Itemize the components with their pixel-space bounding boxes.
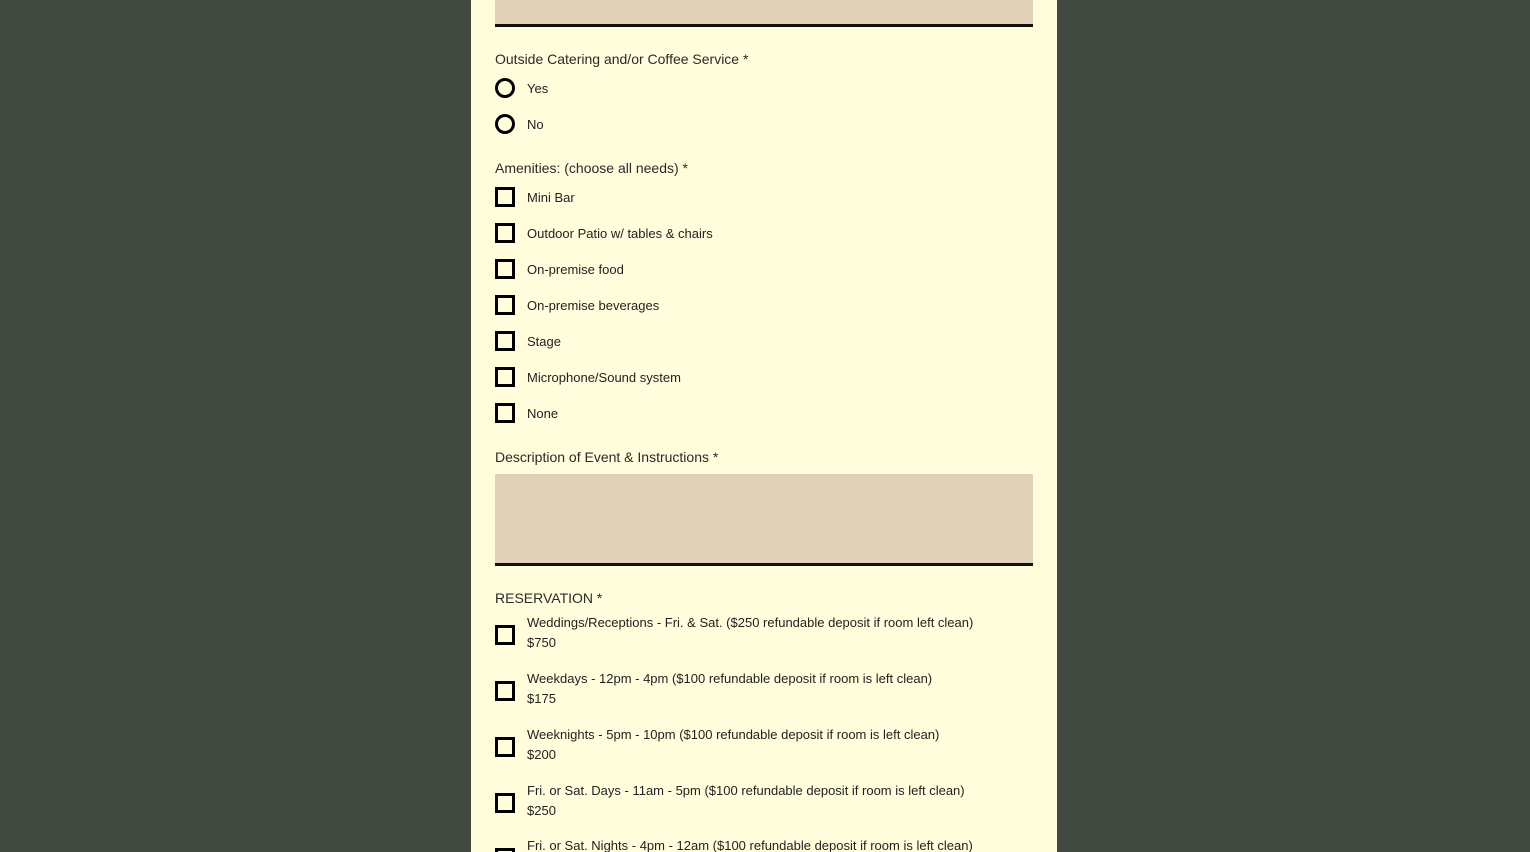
catering-label: Outside Catering and/or Coffee Service * [495, 51, 749, 67]
reservation-label: RESERVATION * [495, 590, 603, 606]
checkbox[interactable] [495, 737, 515, 757]
option-label: On-premise beverages [527, 297, 660, 313]
description-label: Description of Event & Instructions * [495, 449, 719, 465]
reservation-option-text [527, 836, 973, 852]
reservation-title: Weddings/Receptions - Fri. & Sat. ($250 refundable deposit if room left clean) [527, 615, 974, 630]
option-label: Outdoor Patio w/ tables & chairs [527, 225, 713, 241]
description-textarea[interactable] [495, 474, 1033, 566]
reservation-price: $250 [527, 803, 556, 818]
option-label: Microphone/Sound system [527, 369, 681, 385]
option-label: Mini Bar [527, 189, 575, 205]
catering-option-no[interactable] [495, 114, 544, 134]
option-label: Yes [527, 80, 549, 96]
reservation-option-fri-sat-nights[interactable] [495, 836, 1033, 852]
checkbox[interactable] [495, 625, 515, 645]
option-label: Stage [527, 333, 561, 349]
catering-option-yes[interactable] [495, 78, 548, 98]
checkbox[interactable] [495, 681, 515, 701]
reservation-price: $200 [527, 747, 556, 762]
form-panel [471, 0, 1057, 852]
previous-textarea[interactable] [495, 0, 1033, 27]
checkbox[interactable] [495, 793, 515, 813]
checkbox[interactable] [495, 331, 515, 351]
checkbox[interactable] [495, 187, 515, 207]
option-label: None [527, 405, 559, 421]
reservation-option-fri-sat-days[interactable] [495, 781, 1033, 825]
checkbox[interactable] [495, 223, 515, 243]
checkbox[interactable] [495, 259, 515, 279]
radio-button[interactable] [495, 78, 515, 98]
reservation-price: $750 [527, 635, 556, 650]
reservation-price: $175 [527, 691, 556, 706]
radio-button[interactable] [495, 114, 515, 134]
checkbox[interactable] [495, 367, 515, 387]
reservation-option-weddings[interactable] [495, 613, 1033, 657]
reservation-option-text [527, 669, 932, 709]
amenity-outdoor-patio[interactable] [495, 223, 713, 243]
reservation-option-text [527, 781, 965, 821]
reservation-option-weeknights[interactable] [495, 725, 1033, 769]
amenity-stage[interactable] [495, 331, 561, 351]
checkbox[interactable] [495, 403, 515, 423]
reservation-option-weekdays[interactable] [495, 669, 1033, 713]
option-label: On-premise food [527, 261, 624, 277]
reservation-option-text [527, 725, 939, 765]
reservation-title: Fri. or Sat. Nights - 4pm - 12am ($100 refundable deposit if room is left clean) [527, 838, 973, 852]
reservation-option-text [527, 613, 973, 653]
checkbox[interactable] [495, 848, 515, 852]
reservation-title: Weekdays - 12pm - 4pm ($100 refundable deposit if room is left clean) [527, 671, 933, 686]
amenity-on-premise-food[interactable] [495, 259, 624, 279]
checkbox[interactable] [495, 295, 515, 315]
amenity-mini-bar[interactable] [495, 187, 575, 207]
reservation-title: Weeknights - 5pm - 10pm ($100 refundable deposit if room is left clean) [527, 727, 940, 742]
amenities-label: Amenities: (choose all needs) * [495, 160, 688, 176]
amenity-on-premise-beverages[interactable] [495, 295, 659, 315]
option-label: No [527, 116, 544, 132]
amenity-microphone-sound[interactable] [495, 367, 681, 387]
reservation-title: Fri. or Sat. Days - 11am - 5pm ($100 refundable deposit if room is left clean) [527, 783, 965, 798]
amenity-none[interactable] [495, 403, 558, 423]
